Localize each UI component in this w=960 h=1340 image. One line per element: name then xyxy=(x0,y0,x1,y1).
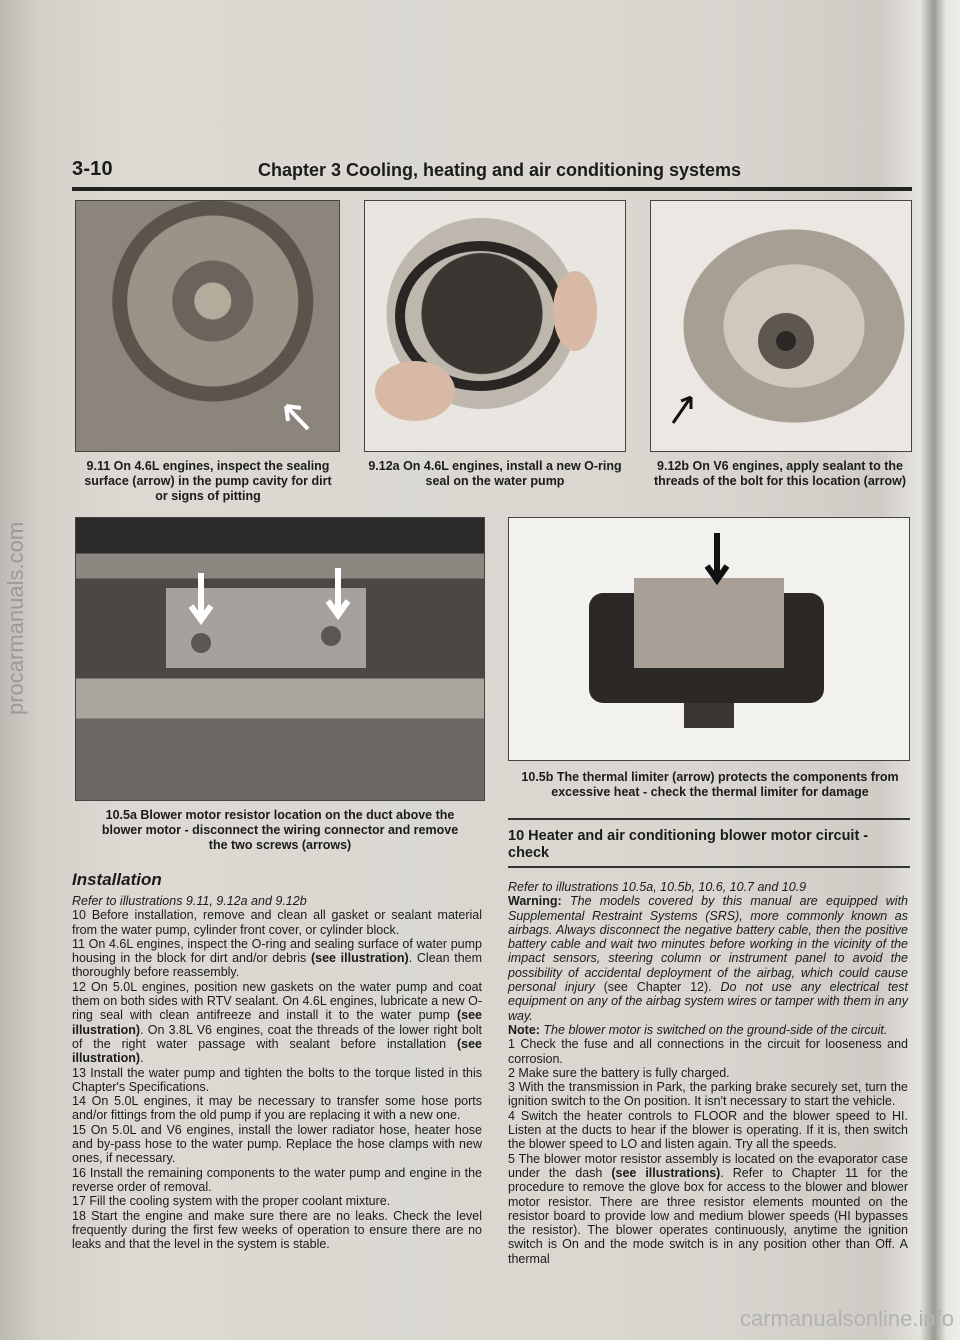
photo-9-12b-art xyxy=(651,201,911,451)
side-watermark: procarmanuals.com xyxy=(3,521,28,715)
photo-9-11 xyxy=(75,200,340,452)
note-paragraph: Note: The blower motor is switched on the ground-side of the circuit. xyxy=(508,1022,888,1037)
bottom-watermark: carmanualsonline.info xyxy=(739,1306,954,1331)
arrow-icon xyxy=(286,406,308,429)
photo-9-12b xyxy=(650,200,912,452)
step-14: 14 On 5.0L engines, it may be necessary to transfer some hose ports and/or fittings from the old pump if you are replacing it with a new one. xyxy=(72,1094,482,1123)
caption-9-12b: 9.12b On V6 engines, apply sealant to the threads of the bolt for this location (arrow) xyxy=(653,459,907,488)
photo-10-5b-art xyxy=(509,518,909,760)
photo-9-12a xyxy=(364,200,626,452)
section-10-rule-bottom xyxy=(508,866,910,868)
arrow-icon xyxy=(707,533,727,580)
check-step-4: 4 Switch the heater controls to FLOOR and the blower speed to HI. Listen at the ducts to hear if the blower is operating. If it is, then switch the blower speed to LO and listen again. Try all the speeds. xyxy=(508,1108,908,1152)
step-18: 18 Start the engine and make sure there are no leaks. Check the level frequently during the first few weeks of operation to ensure there are no leaks and that the level in the system is stable. xyxy=(72,1208,482,1252)
installation-heading: Installation xyxy=(72,870,162,889)
step-15: 15 On 5.0L and V6 engines, install the lower radiator hose, heater hose and by-pass hose to the water pump. Replace the hose clamps with new ones, if necessary. xyxy=(72,1122,482,1166)
warning-paragraph: Warning: The models covered by this manual are equipped with Supplemental Restraint Systems (SRS), more commonly known as airbags. Always disconnect the negative battery cable, then the positive battery cable and wait two minutes before working in the vicinity of the impact sensors, steering column or instrument panel to avoid the possibility of accidental deployment of the airbag, which could cause personal injury (see Chapter 12). Do not use any electrical test equipment on any of the airbag system wires or tamper with them in any way. xyxy=(508,894,908,1023)
section-10-text xyxy=(508,880,908,1266)
photo-9-11-art xyxy=(76,201,339,451)
caption-9-11: 9.11 On 4.6L engines, inspect the sealing surface (arrow) in the pump cavity for dirt or signs of pitting xyxy=(84,459,332,503)
section-10-heading: 10 Heater and air conditioning blower motor circuit - check xyxy=(508,828,869,861)
section-10-rule-top xyxy=(508,818,910,820)
section-10-refer: Refer to illustrations 10.5a, 10.5b, 10.6, 10.7 and 10.9 xyxy=(508,880,807,894)
step-13: 13 Install the water pump and tighten the bolts to the torque listed in this Chapter's Specifications. xyxy=(72,1065,482,1094)
caption-9-12a: 9.12a On 4.6L engines, install a new O-ring seal on the water pump xyxy=(368,459,622,488)
caption-10-5a: 10.5a Blower motor resistor location on the duct above the blower motor - disconnect the wiring connector and remove the two screws (arrows) xyxy=(101,808,459,852)
photo-10-5b xyxy=(508,517,910,761)
photo-10-5a xyxy=(75,517,485,801)
check-step-2: 2 Make sure the battery is fully charged. xyxy=(508,1065,730,1080)
arrow-icon xyxy=(673,397,691,423)
caption-10-5b: 10.5b The thermal limiter (arrow) protects the components from excessive heat - check the thermal limiter for damage xyxy=(521,770,899,799)
step-16: 16 Install the remaining components to the water pump and engine in the reverse order of removal. xyxy=(72,1165,482,1194)
check-step-5: 5 The blower motor resistor assembly is located on the evaporator case under the dash (see illustrations). Refer to Chapter 11 for the procedure to remove the glove box for access to the blower and blower motor resistor. There are three resistor elements mounted on the resistor board to provide low and medium blower speeds (HI bypasses the resistor). The blower operates continuously, anytime the ignition switch is On and the mode switch is in any position other than Off. A thermal xyxy=(508,1151,908,1266)
step-10: 10 Before installation, remove and clean all gasket or sealant material from the water pump, cylinder front cover, or cylinder block. xyxy=(72,908,482,937)
installation-refer: Refer to illustrations 9.11, 9.12a and 9.12b xyxy=(72,894,307,908)
check-step-3: 3 With the transmission in Park, the parking brake securely set, turn the ignition switch to the On position. It isn't necessary to start the vehicle. xyxy=(508,1080,908,1109)
photo-10-5a-art xyxy=(76,518,484,800)
step-17: 17 Fill the cooling system with the proper coolant mixture. xyxy=(72,1194,391,1209)
step-12: 12 On 5.0L engines, position new gaskets on the water pump and coat them on both sides with RTV sealant. On 4.6L engines, lubricate a new O-ring seal with clean antifreeze and install it to the water pump (see illustration). On 3.8L V6 engines, coat the threads of the lower right bolt of the right water passage with sealant before installation (see illustration). xyxy=(72,979,482,1066)
installation-text xyxy=(72,894,482,1251)
step-11: 11 On 4.6L engines, inspect the O-ring and sealing surface of water pump housing in the block for dirt and/or debris (see illustration). Clean them thoroughly before reassembly. xyxy=(72,936,483,980)
photo-9-12a-art xyxy=(365,201,625,451)
check-step-1: 1 Check the fuse and all connections in the circuit for looseness and corrosion. xyxy=(508,1037,908,1066)
chapter-title: Chapter 3 Cooling, heating and air conditioning systems xyxy=(258,160,742,180)
header-rule xyxy=(72,187,912,191)
page-number: 3-10 xyxy=(72,158,113,180)
